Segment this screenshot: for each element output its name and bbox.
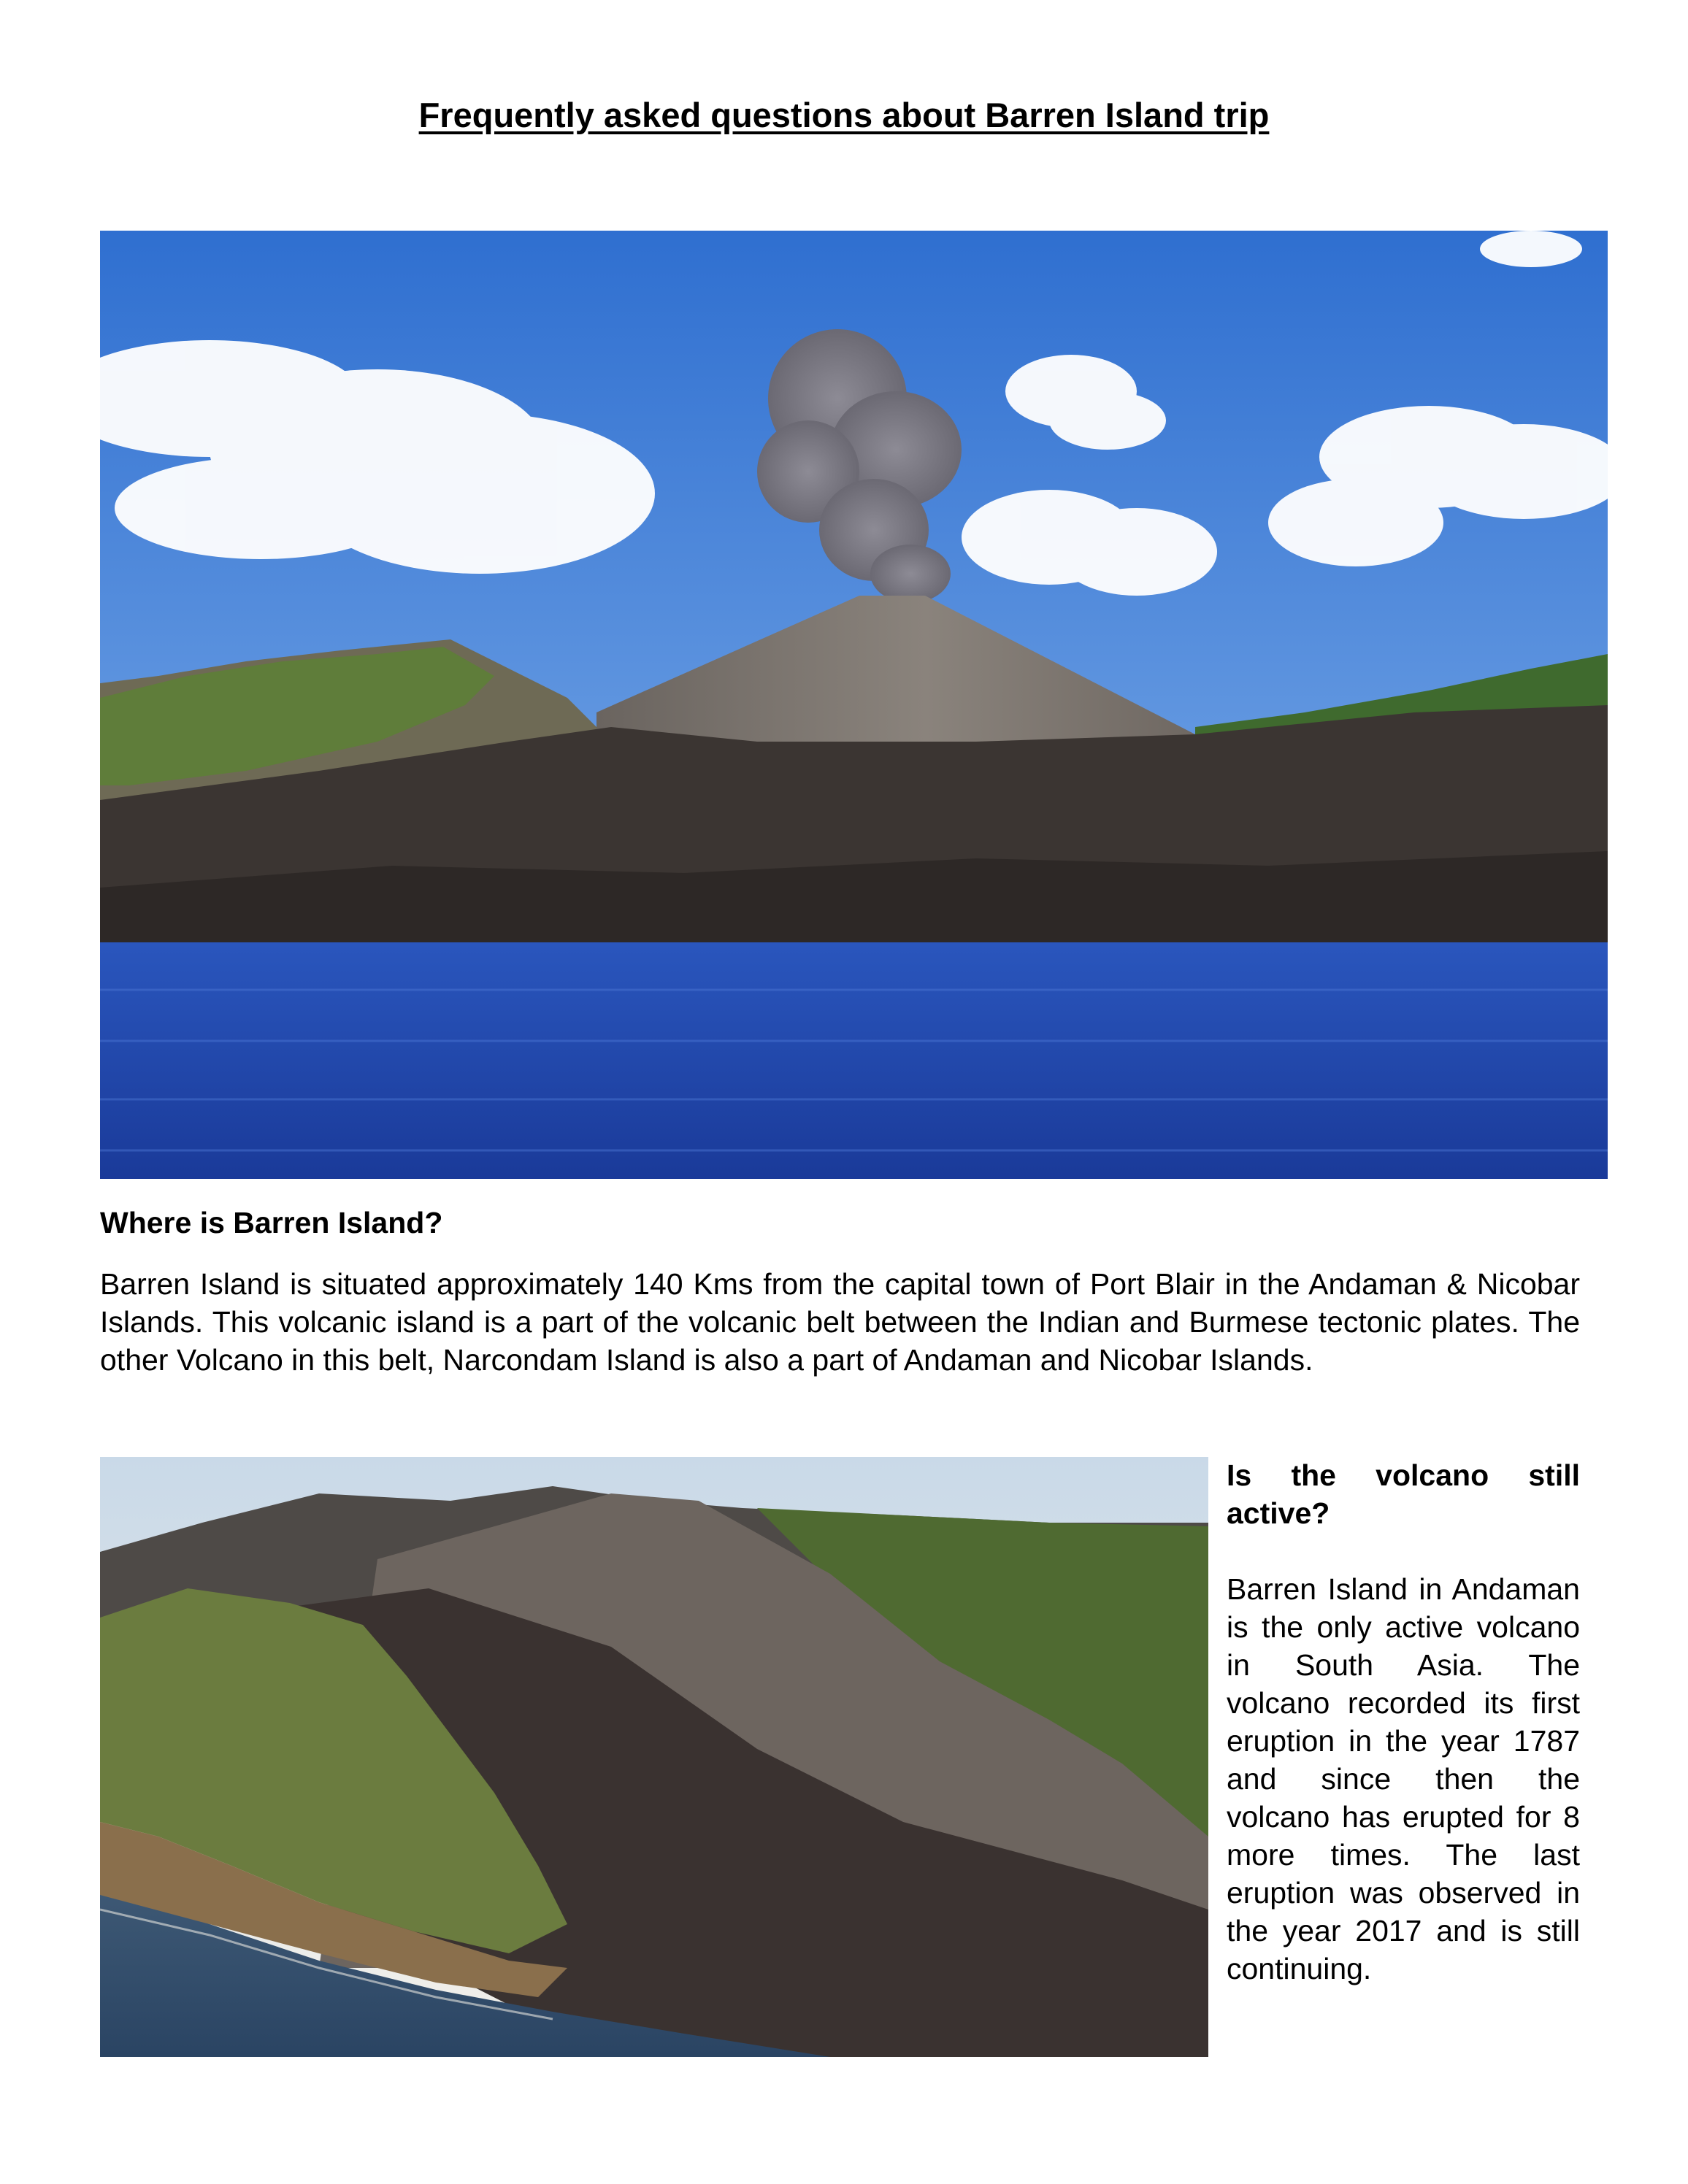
faq-answer-active: Barren Island in Andaman is the only active volcano in South Asia. The volcano recorded its first eruption in the year 1787 and since then the volcano has erupted for 8 more times. The last eruption was observed in the year 2017 and is still continuing.	[1227, 1572, 1580, 1985]
page-title: Frequently asked questions about Barren Island trip	[418, 96, 1270, 134]
volcano-eruption-photo	[100, 231, 1608, 1179]
faq-answer-location: Barren Island is situated approximately 140 Kms from the capital town of Port Blair in the Andaman & Nicobar Islands. This volcanic island is a part of the volcanic belt between the Indian and Burmese tectonic plates. The other Volcano in this belt, Narcondam Island is also a part of Andaman and Nicobar Islands.	[100, 1267, 1580, 1377]
faq-question-location: Where is Barren Island?	[100, 1206, 443, 1239]
aerial-island-photo	[100, 1457, 1208, 2057]
faq-question-active: Is the volcano still active?	[1227, 1458, 1580, 1530]
faq-sidebar	[1227, 1456, 1580, 1988]
